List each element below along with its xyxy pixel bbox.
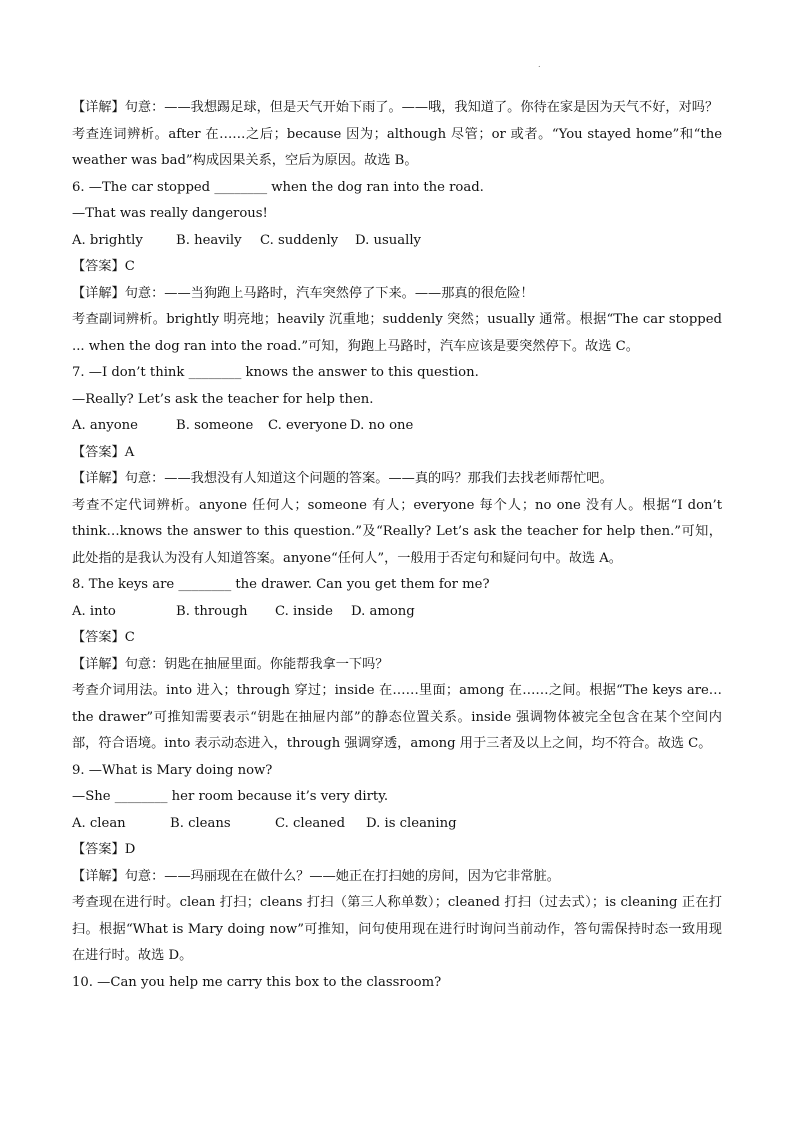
document-body <box>72 95 722 996</box>
answer-label: 【答案】C <box>72 259 135 274</box>
detail-paragraph: 【详解】句意：钥匙在抽屉里面。你能帮我拿一下吗？ <box>72 656 389 672</box>
explanation-text: 考查副词辨析。brightly 明亮地；heavily 沉重地；suddenly 突然；usually 通常。根据“The car stopped ... when the dog ran into the road.”可知，狗跑上马路时，汽车应该是要突然停下。故选 C。 <box>72 312 722 354</box>
detail-paragraph: 【详解】句意：——玛丽现在在做什么？——她正在打扫她的房间，因为它非常脏。 <box>72 868 560 884</box>
question-text: 7. —I don’t think ________ knows the answer to this question. <box>72 365 479 380</box>
option-b: B. someone <box>176 418 254 433</box>
explanation-text: 考查介词用法。into 进入；through 穿过；inside 在……里面；among 在……之间。根据“The keys are…the drawer”可推知需要表示“钥匙在抽屉内部”的静态位置关系。inside 强调物体被完全包含在某个空间内部，符合语境。into 表示动态进入，through 强调穿透，among 用于三者及以上之间，均不符合。故选 C。 <box>72 683 722 751</box>
explanation-text: —Really? Let’s ask the teacher for help then. <box>72 391 374 407</box>
option-a: A. into <box>72 603 116 619</box>
answer-label: 【答案】A <box>72 444 135 460</box>
option-d: D. among <box>351 603 415 619</box>
explanation-text: 考查连词辨析。after 在……之后；because 因为；although 尽管；or 或者。“You stayed home”和“the weather was bad”构成因果关系，空后为原因。故选 B。 <box>72 126 722 168</box>
answer-options <box>72 599 722 626</box>
option-b: B. through <box>176 603 248 619</box>
option-b: B. cleans <box>170 815 231 831</box>
answer-options <box>72 811 722 838</box>
answer-options <box>72 228 722 255</box>
question-text: 9. —What is Mary doing now? <box>72 762 273 778</box>
answer-label: 【答案】D <box>72 842 136 857</box>
answer-options <box>72 413 722 440</box>
header-mark: . <box>538 60 541 69</box>
option-a: A. anyone <box>72 418 138 433</box>
detail-paragraph: 【详解】句意：——我想踢足球，但是天气开始下雨了。——哦，我知道了。你待在家是因为天气不好，对吗？ <box>72 100 719 115</box>
explanation-text: —She ________ her room because it’s very dirty. <box>72 789 389 804</box>
explanation-text: 考查现在进行时。clean 打扫；cleans 打扫（第三人称单数）；cleaned 打扫（过去式）；is cleaning 正在打扫。根据“What is Mary doing now”可推知，问句使用现在进行时询问当前动作，答句需保持时态一致用现在进行时。故选 D。 <box>72 895 722 963</box>
option-d: D. no one <box>350 418 414 433</box>
option-c: C. cleaned <box>275 815 346 831</box>
option-d: D. is cleaning <box>366 815 457 831</box>
option-a: A. brightly <box>72 232 143 248</box>
option-a: A. clean <box>72 815 126 831</box>
option-b: B. heavily <box>176 232 242 248</box>
question-text: 8. The keys are ________ the drawer. Can you get them for me? <box>72 577 490 592</box>
question-text: 10. —Can you help me carry this box to the classroom? <box>72 974 442 990</box>
option-d: D. usually <box>355 232 421 248</box>
option-c: C. everyone <box>268 418 348 433</box>
option-c: C. suddenly <box>260 232 339 248</box>
answer-label: 【答案】C <box>72 630 135 645</box>
detail-paragraph: 【详解】句意：——当狗跑上马路时，汽车突然停了下来。——那真的很危险！ <box>72 285 534 301</box>
option-c: C. inside <box>275 603 333 619</box>
detail-paragraph: 【详解】句意：——我想没有人知道这个问题的答案。——真的吗？那我们去找老师帮忙吧。 <box>72 471 613 486</box>
explanation-text: 考查不定代词辨析。anyone 任何人；someone 有人；everyone 每个人；no one 没有人。根据“I don’t think…knows the answer to this question.”及“Really? Let’s ask the teacher for help then.”可知，此处指的是我认为没有人知道答案。anyone“任何人”，一般用于否定句和疑问句中。故选 A。 <box>72 497 722 566</box>
explanation-text: —That was really dangerous! <box>72 206 268 221</box>
question-text: 6. —The car stopped ________ when the dog ran into the road. <box>72 179 484 195</box>
